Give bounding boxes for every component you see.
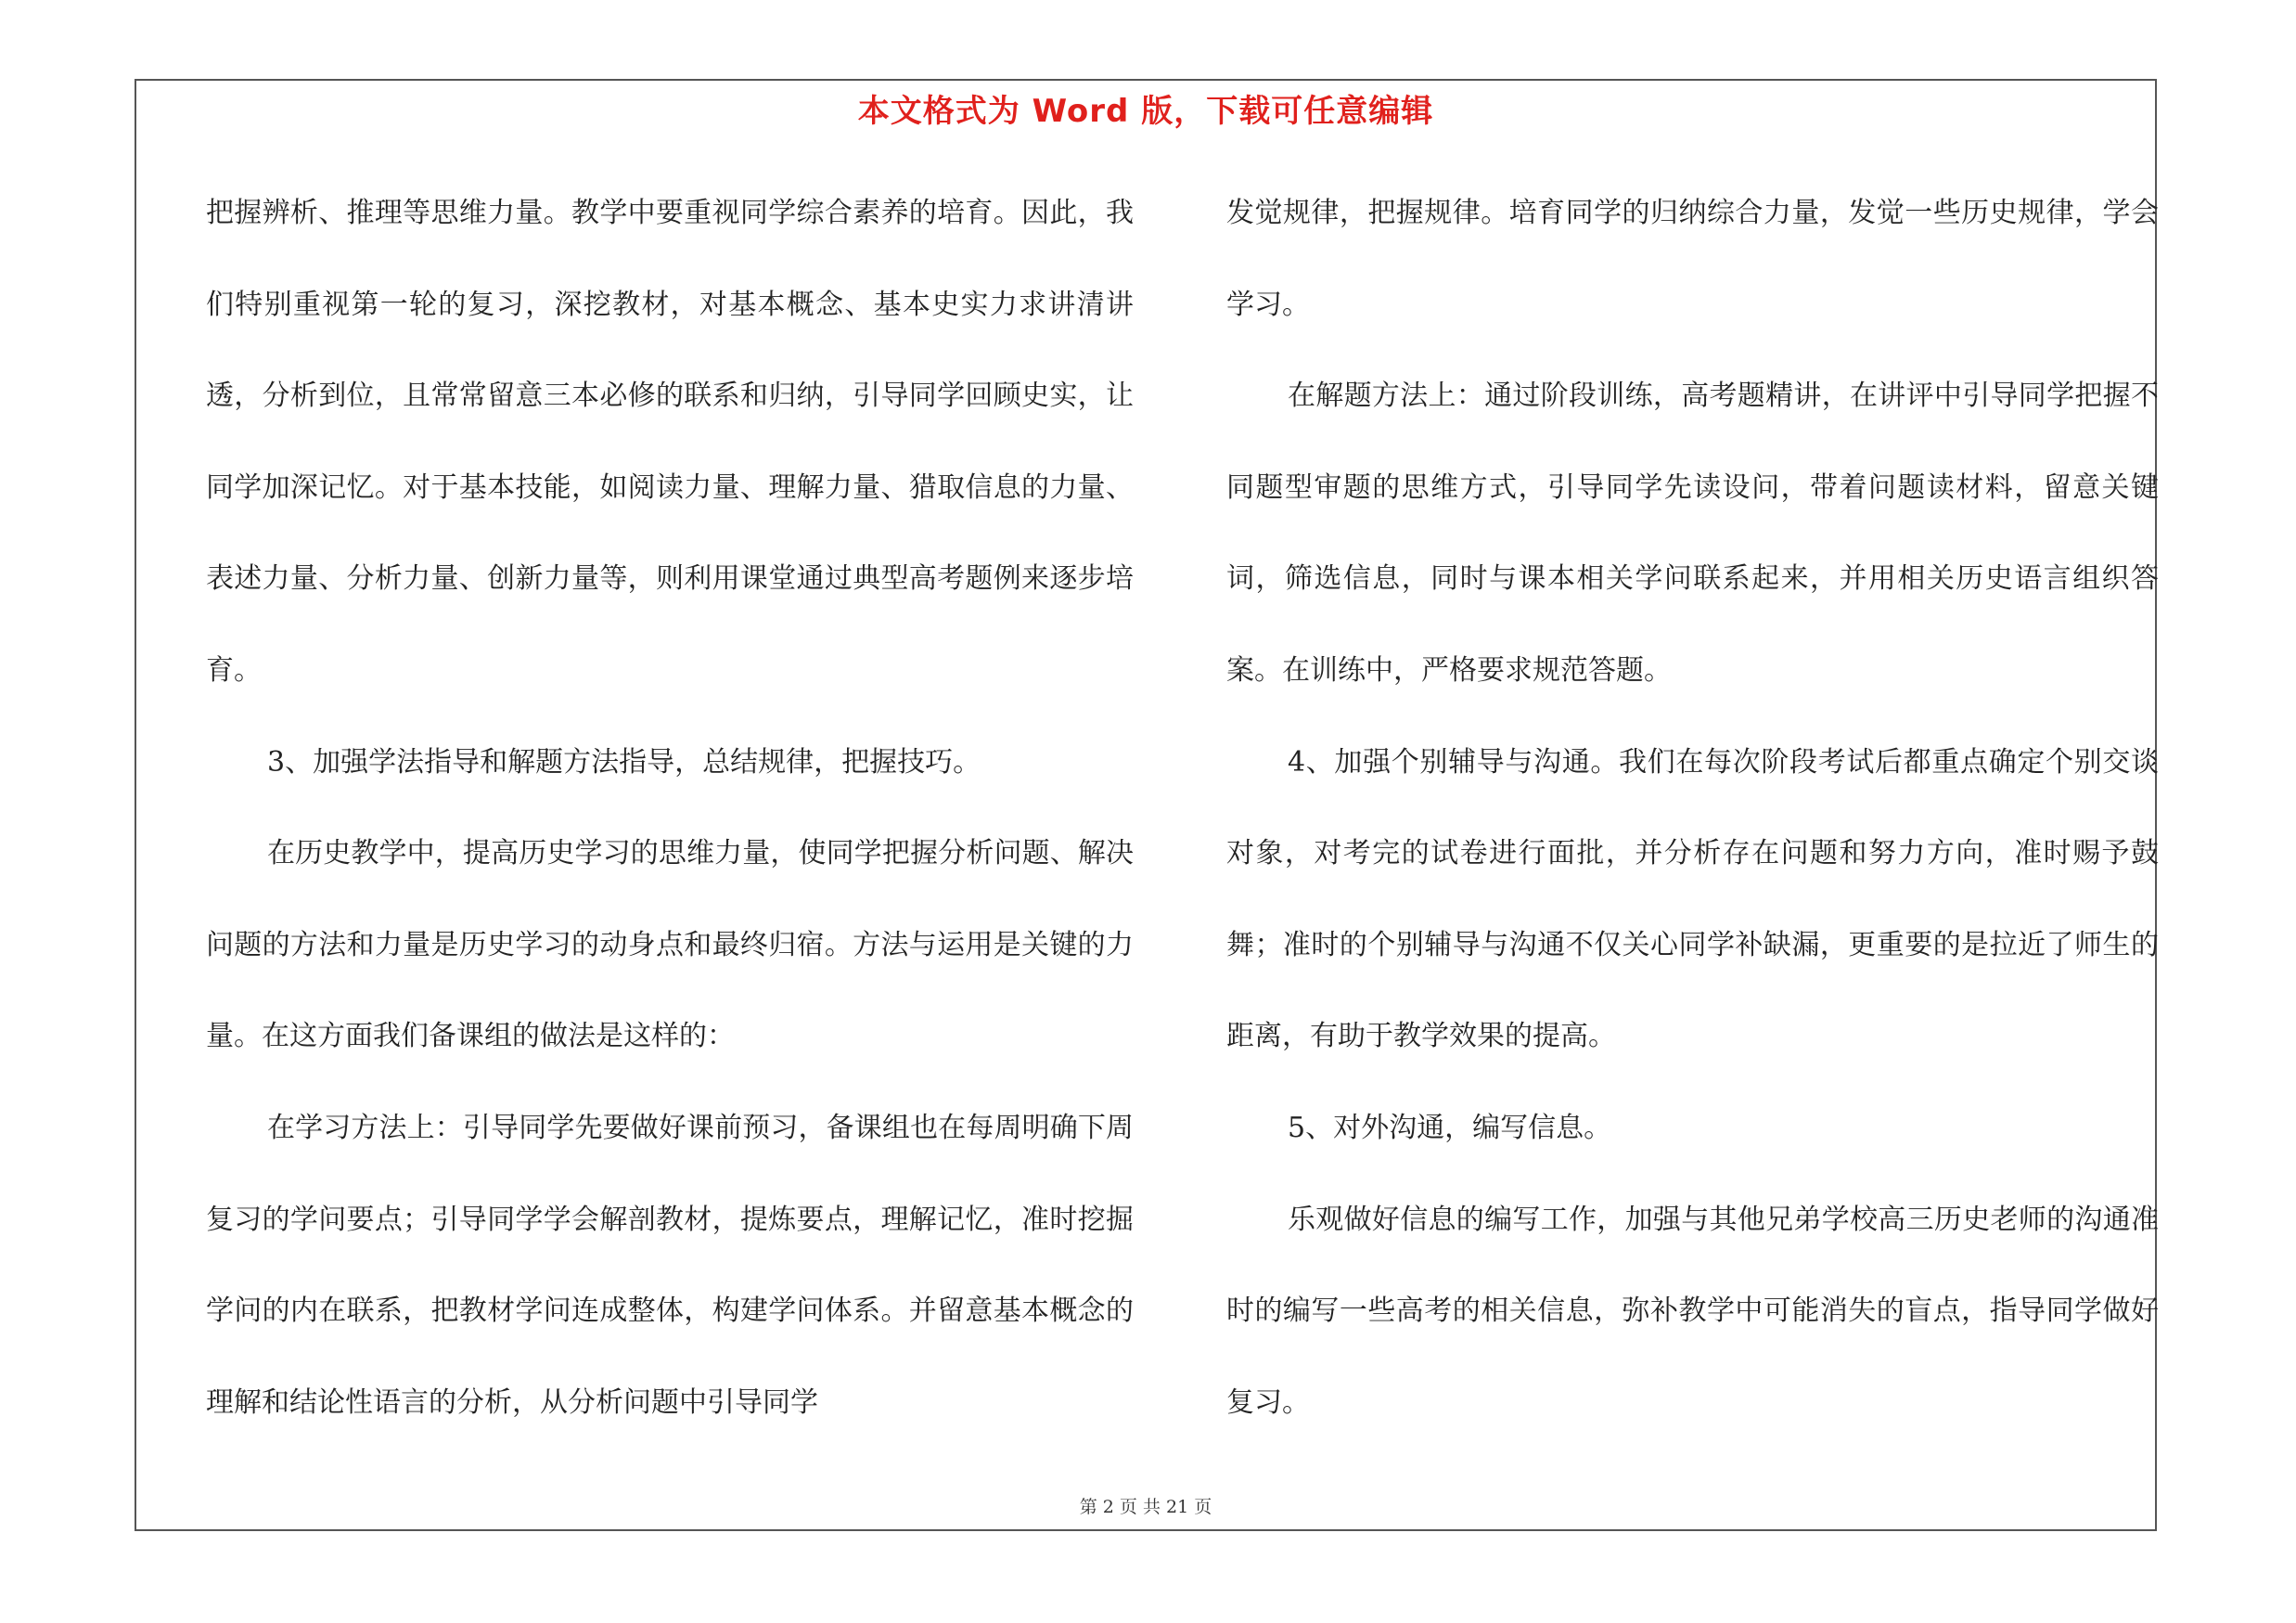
page-number: 第 2 页 共 21 页 [1079, 1497, 1212, 1517]
paragraph: 把握辨析、推理等思维力量。教学中要重视同学综合素养的培育。因此，我们特别重视第一轮的复习，深挖教材，对基本概念、基本史实力求讲清讲透，分析到位，且常常留意三本必修的联系和归纳，引导同学回顾史实，让同学加深记忆。对于基本技能，如阅读力量、理解力量、猎取信息的力量、表述力量、分析力量、创新力量等，则利用课堂通过典型高考题例来逐步培育。 [206, 197, 1134, 687]
page-frame [135, 79, 2157, 1531]
paragraph: 发觉规律，把握规律。培育同学的归纳综合力量，发觉一些历史规律，学会学习。 [1226, 197, 2159, 321]
paragraph: 在历史教学中，提高历史学习的思维力量，使同学把握分析问题、解决问题的方法和力量是历史学习的动身点和最终归宿。方法与运用是关键的力量。在这方面我们备课组的做法是这样的： [206, 837, 1134, 1053]
right-column [1226, 168, 2159, 1449]
paragraph: 3、加强学法指导和解题方法指导，总结规律，把握技巧。 [267, 745, 981, 779]
paragraph: 在解题方法上：通过阶段训练，高考题精讲，在讲评中引导同学把握不同题型审题的思维方式，引导同学先读设问，带着问题读材料，留意关键词，筛选信息，同时与课本相关学问联系起来，并用相关历史语言组织答案。在训练中，严格要求规范答题。 [1226, 380, 2159, 687]
left-column [206, 168, 1134, 1449]
header-banner: 本文格式为 Word 版，下载可任意编辑 [857, 93, 1434, 130]
paragraph: 5、对外沟通，编写信息。 [1288, 1111, 1612, 1144]
paragraph: 4、加强个别辅导与沟通。我们在每次阶段考试后都重点确定个别交谈对象，对考完的试卷进行面批，并分析存在问题和努力方向，准时赐予鼓舞；准时的个别辅导与沟通不仅关心同学补缺漏，更重要的是拉近了师生的距离，有助于教学效果的提高。 [1226, 745, 2159, 1053]
paragraph: 乐观做好信息的编写工作，加强与其他兄弟学校高三历史老师的沟通准时的编写一些高考的相关信息，弥补教学中可能消失的盲点，指导同学做好复习。 [1226, 1203, 2159, 1419]
paragraph: 在学习方法上：引导同学先要做好课前预习，备课组也在每周明确下周复习的学问要点；引导同学学会解剖教材，提炼要点，理解记忆，准时挖掘学问的内在联系，把教材学问连成整体，构建学问体系。并留意基本概念的理解和结论性语言的分析，从分析问题中引导同学 [206, 1111, 1134, 1419]
